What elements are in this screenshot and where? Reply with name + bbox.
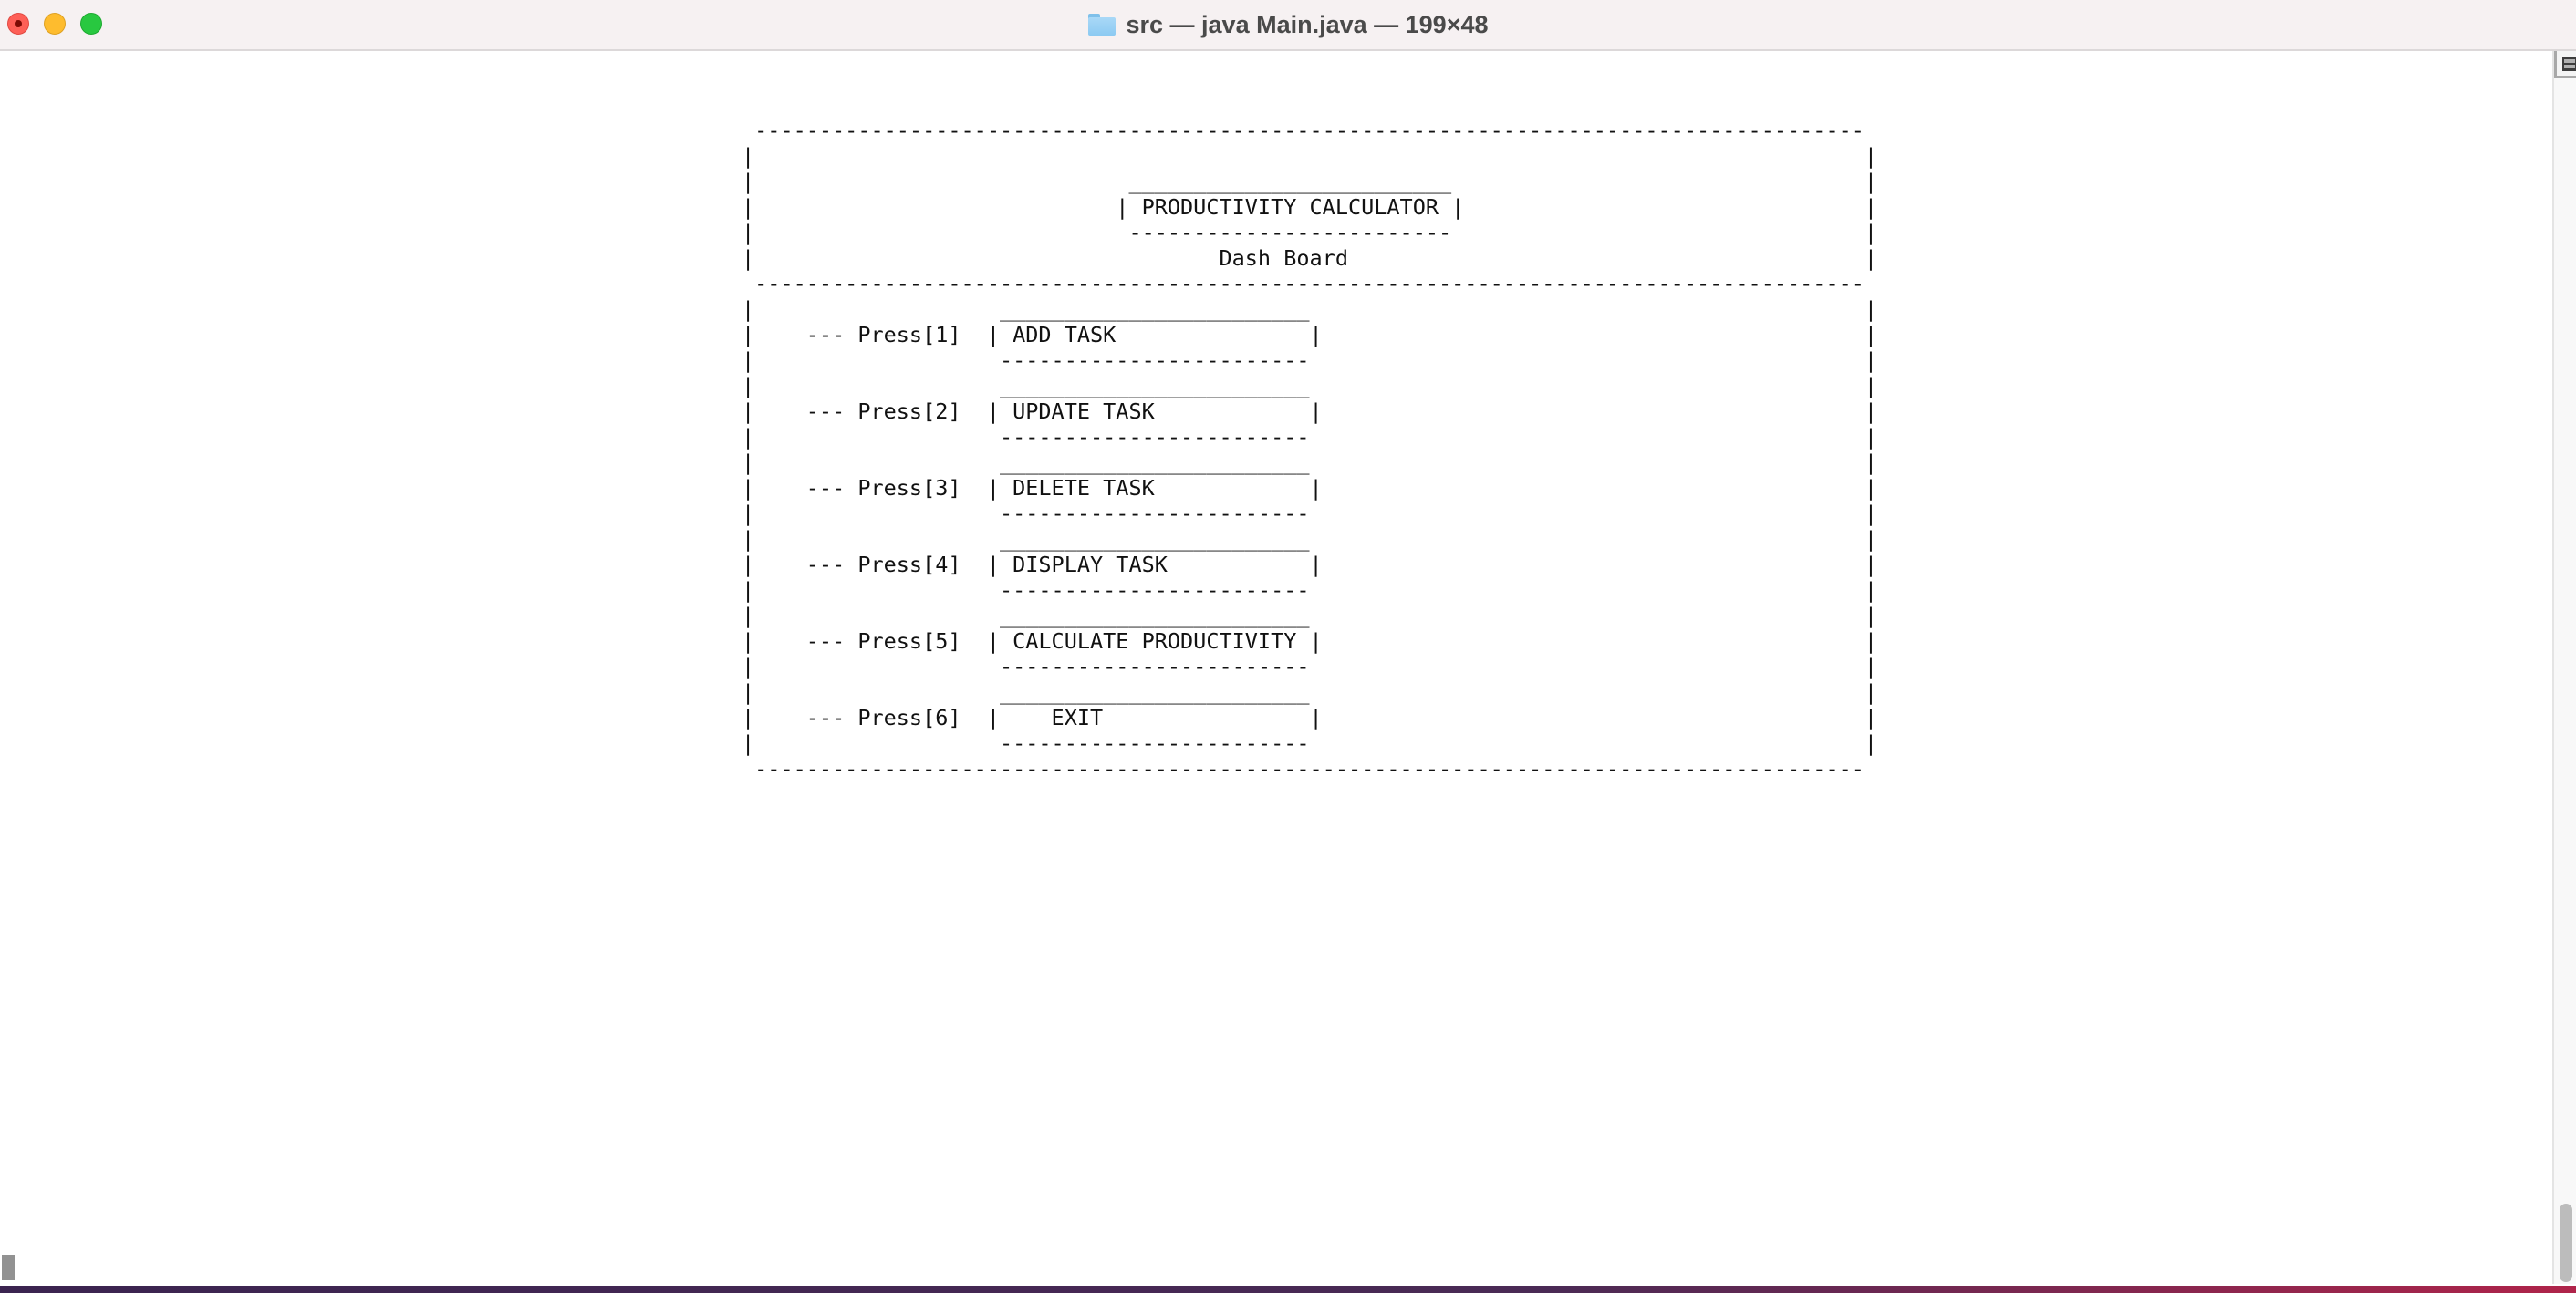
menu-box-bottom: | ------------------------ | xyxy=(742,424,1878,450)
border-divider: -------------------------------------------------------------------------------------- xyxy=(742,271,1864,296)
menu-box-bottom: | ------------------------ | xyxy=(742,577,1878,603)
app-title: | | PRODUCTIVITY CALCULATOR | | xyxy=(742,194,1878,220)
text-cursor xyxy=(2,1255,15,1280)
split-pane-icon xyxy=(2562,57,2576,71)
menu-box-top: | ________________________ | xyxy=(742,603,1878,628)
menu-box-top: | ________________________ | xyxy=(742,373,1878,398)
title-box-bottom: | ------------------------- | xyxy=(742,220,1878,245)
folder-icon xyxy=(1088,14,1116,36)
window-title-text: src — java Main.java — 199×48 xyxy=(1126,10,1489,38)
terminal-output[interactable] xyxy=(0,51,2552,1284)
window-title xyxy=(0,0,2576,49)
menu-item-calculate-productivity: | --- Press[5] | CALCULATE PRODUCTIVITY | | xyxy=(742,628,1878,654)
menu-item-display-task: | --- Press[4] | DISPLAY TASK | | xyxy=(742,552,1878,577)
menu-box-bottom: | ------------------------ | xyxy=(742,501,1878,526)
title-bar[interactable] xyxy=(0,0,2576,51)
border-top: -------------------------------------------------------------------------------------- xyxy=(742,118,1864,143)
menu-box-top: | ________________________ | xyxy=(742,296,1878,322)
menu-item-exit: | --- Press[6] | EXIT | | xyxy=(742,705,1878,730)
menu-item-delete-task: | --- Press[3] | DELETE TASK | | xyxy=(742,475,1878,501)
border-line: | | xyxy=(742,143,1878,169)
vertical-scrollbar[interactable] xyxy=(2552,51,2576,1284)
menu-box-top: | ________________________ | xyxy=(742,450,1878,475)
desktop-background xyxy=(0,1286,2576,1293)
menu-box-bottom: | ------------------------ | xyxy=(742,654,1878,679)
border-bottom: -------------------------------------------------------------------------------------- xyxy=(742,756,1864,781)
menu-item-add-task: | --- Press[1] | ADD TASK | | xyxy=(742,322,1878,347)
menu-box-bottom: | ------------------------ | xyxy=(742,347,1878,373)
split-pane-button[interactable] xyxy=(2554,51,2576,78)
menu-box-top: | ________________________ | xyxy=(742,679,1878,705)
dashboard-screen xyxy=(742,118,1877,781)
scrollbar-thumb[interactable] xyxy=(2560,1204,2572,1282)
menu-box-bottom: | ------------------------ | xyxy=(742,730,1878,756)
dashboard-subtitle: | Dash Board | xyxy=(742,245,1878,271)
menu-item-update-task: | --- Press[2] | UPDATE TASK | | xyxy=(742,398,1878,424)
title-box-top: | _________________________ | xyxy=(742,169,1878,194)
menu-box-top: | ________________________ | xyxy=(742,526,1878,552)
